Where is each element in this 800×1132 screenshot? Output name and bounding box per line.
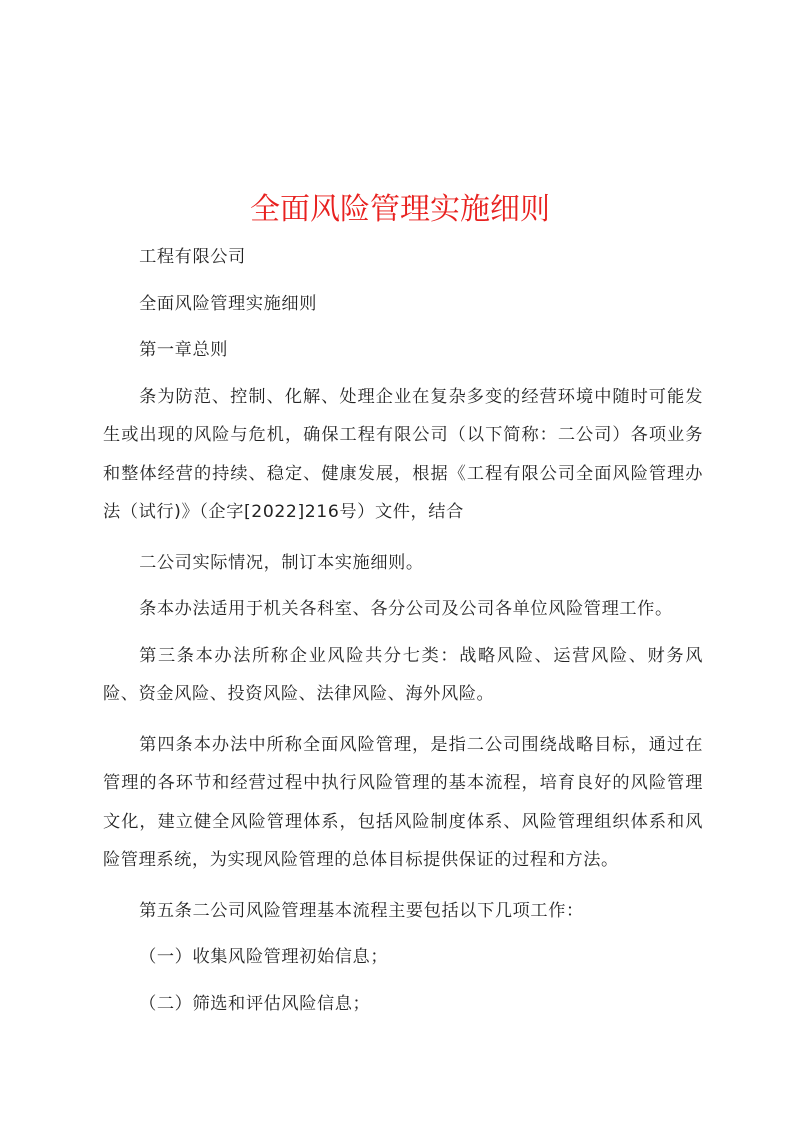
paragraph-article-5: 第五条二公司风险管理基本流程主要包括以下几项工作：	[139, 900, 584, 921]
paragraph-subtitle: 全面风险管理实施细则	[139, 293, 317, 314]
list-item-2: （二）筛选和评估风险信息；	[139, 993, 371, 1014]
list-item-1: （一）收集风险管理初始信息；	[139, 947, 389, 967]
paragraph-article-1: 条为防范、控制、化解、处理企业在复杂多变的经营环境中随时可能发生或出现的风险与危机，确保工程有限公司（以下简称：二公司）各项业务和整体经营的持续、稳定、健康发展，根据《工程有限公司全面风险管理办法（试行)》（企字[2022]216号）文件，结合	[103, 386, 703, 522]
paragraph-article-3: 第三条本办法所称企业风险共分七类：战略风险、运营风险、财务风险、资金风险、投资风险、法律风险、海外风险。	[103, 645, 703, 704]
paragraph-company-name: 工程有限公司	[139, 247, 246, 267]
paragraph-article-1-continued: 二公司实际情况，制订本实施细则。	[139, 552, 424, 573]
paragraph-chapter-heading: 第一章总则	[139, 340, 229, 360]
paragraph-article-4: 第四条本办法中所称全面风险管理，是指二公司围绕战略目标，通过在管理的各环节和经营过程中执行风险管理的基本流程，培育良好的风险管理文化，建立健全风险管理体系，包括风险制度体系、风险管理组织体系和风险管理系统，为实现风险管理的总体目标提供保证的过程和方法。	[103, 734, 703, 870]
document-body	[103, 238, 703, 1031]
document-title: 全面风险管理实施细则	[250, 192, 550, 228]
paragraph-article-2: 条本办法适用于机关各科室、各分公司及公司各单位风险管理工作。	[139, 599, 673, 619]
